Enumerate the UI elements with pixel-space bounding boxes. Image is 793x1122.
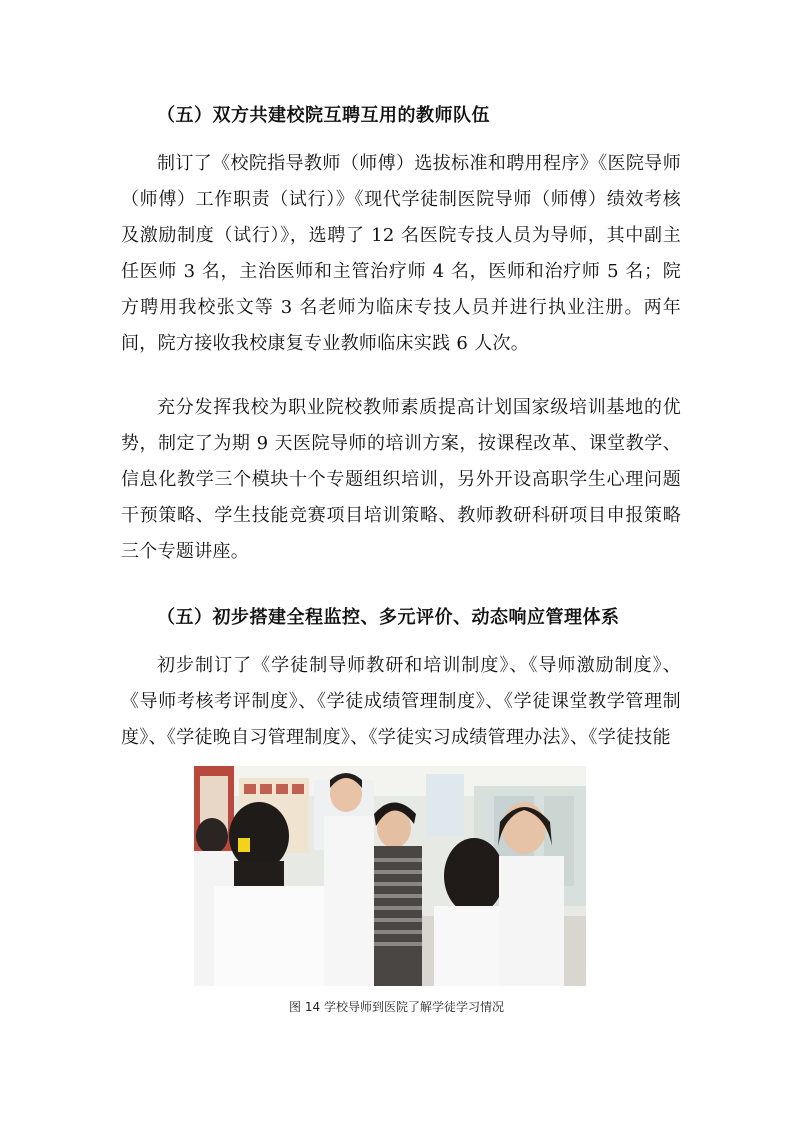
paragraph-management-rules: 初步制订了《学徒制导师教研和培训制度》、《导师激励制度》、《导师考核考评制度》、《学徒成绩管理制度》、《学徒课堂教学管理制度》、《学徒晚自习管理制度》、《学徒实习成绩管理办法》、《学徒技能 — [121, 655, 681, 748]
paragraph-teacher-policies: 制订了《校院指导教师（师傅）选拔标准和聘用程序》《医院导师（师傅）工作职责（试行）》《现代学徒制医院导师（师傅）绩效考核及激励制度（试行）》，选聘了 12 名医院专技人员为导师，其中副主任医师 3 名，主治医师和主管治疗师 4 名，医师和治疗师 5 名；院方聘用我校张文等 3 名老师为临床专技人员并进行执业注册。两年间，院方接收我校康复专业教师临床实践 6 人次。 — [121, 153, 681, 354]
figure-photo — [194, 766, 586, 986]
section-heading-teachers: （五）双方共建校院互聘互用的教师队伍 — [157, 105, 490, 126]
section-heading-management: （五）初步搭建全程监控、多元评价、动态响应管理体系 — [157, 607, 620, 628]
photo-illustration — [194, 766, 586, 986]
figure-caption: 图 14 学校导师到医院了解学徒学习情况 — [289, 1000, 504, 1014]
paragraph-training-base: 充分发挥我校为职业院校教师素质提高计划国家级培训基地的优势，制定了为期 9 天医院导师的培训方案，按课程改革、课堂教学、信息化教学三个模块十个专题组织培训，另外开设高职学生心理问题干预策略、学生技能竞赛项目培训策略、教师教研科研项目申报策略三个专题讲座。 — [121, 397, 681, 562]
